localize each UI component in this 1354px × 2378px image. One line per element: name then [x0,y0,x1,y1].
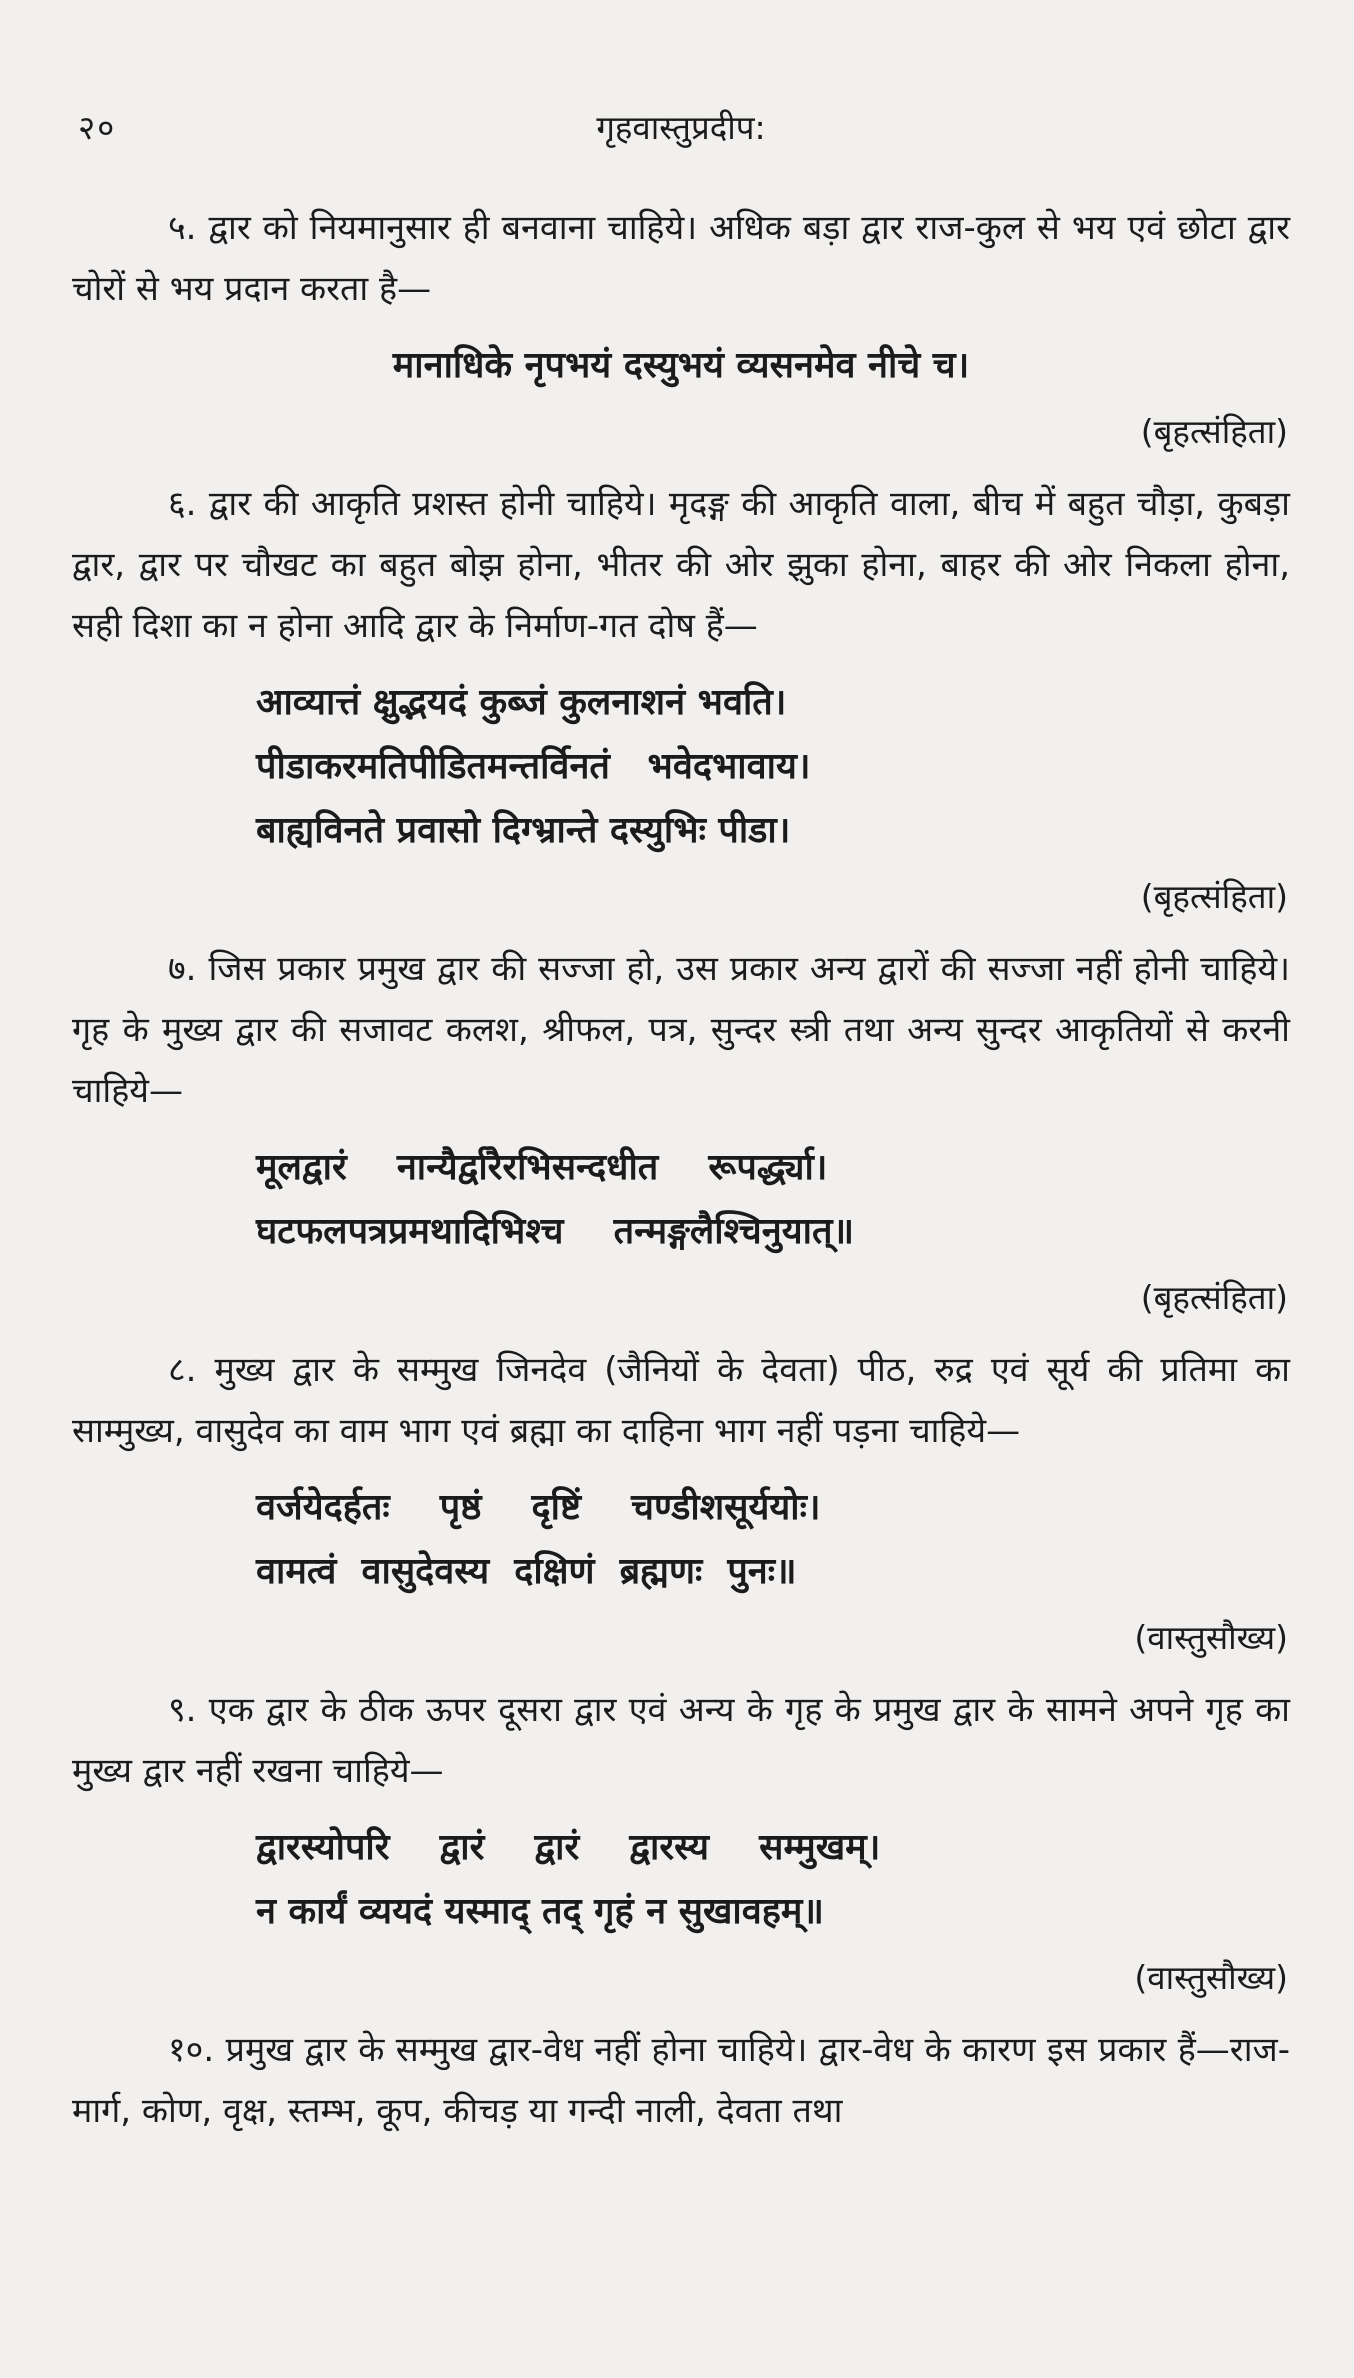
verse-line: पीडाकरमतिपीडितमन्तर्विनतं भवेदभावाय। [256,746,811,787]
paragraph-10: १०. प्रमुख द्वार के सम्मुख द्वार-वेध नहीं होना चाहिये। द्वार-वेध के कारण इस प्रकार हैं—राज-मार्ग, कोण, वृक्ष, स्तम्भ, कूप, कीचड़ या गन्दी नाली, देवता तथा [72,2030,1290,2131]
verse-line: वामत्वं वासुदेवस्य दक्षिणं ब्रह्मणः पुनः॥ [256,1551,797,1592]
verse-source: (बृहत्संहिता) [1140,877,1288,916]
paragraph-7: ७. जिस प्रकार प्रमुख द्वार की सज्जा हो, उस प्रकार अन्य द्वारों की सज्जा नहीं होनी चाहिये। गृह के मुख्य द्वार की सजावट कलश, श्रीफल, पत्र, सुन्दर स्त्री तथा अन्य सुन्दर आकृतियों से करनी चाहिये— [72,949,1290,1111]
page-number: २० [78,108,117,147]
verse-source: (बृहत्संहिता) [1140,1278,1288,1317]
verse-line: आव्यात्तं क्षुद्भयदं कुब्जं कुलनाशनं भवति। [256,682,787,723]
running-title: गृहवास्तुप्रदीप: [596,108,766,147]
verse-line: बाह्यविनते प्रवासो दिग्भ्रान्ते दस्युभिः पीडा। [256,810,791,851]
verse-7 [72,1136,1290,1264]
verse-source: (बृहत्संहिता) [1140,412,1288,451]
verse-source: (वास्तुसौख्य) [1134,1958,1288,1997]
verse-line: न कार्यं व्ययदं यस्माद् तद् गृहं न सुखावहम्॥ [256,1891,824,1932]
verse-line: वर्जयेदर्हतः पृष्ठं दृष्टिं चण्डीशसूर्ययोः। [256,1487,821,1528]
page-header [72,100,1290,160]
paragraph-5: ५. द्वार को नियमानुसार ही बनवाना चाहिये। अधिक बड़ा द्वार राज-कुल से भय एवं छोटा द्वार चोरों से भय प्रदान करता है— [72,208,1290,309]
verse-line: मानाधिके नृपभयं दस्युभयं व्यसनमेव नीचे च। [392,345,970,386]
paragraph-6: ६. द्वार की आकृति प्रशस्त होनी चाहिये। मृदङ्ग की आकृति वाला, बीच में बहुत चौड़ा, कुबड़ा द्वार, द्वार पर चौखट का बहुत बोझ होना, भीतर की ओर झुका होना, बाहर की ओर निकला होना, सही दिशा का न होना आदि द्वार के निर्माण-गत दोष हैं— [72,484,1290,646]
verse-5 [72,334,1290,398]
verse-line: घटफलपत्रप्रमथादिभिश्च तन्मङ्गलैश्चिनुयात्॥ [256,1211,855,1252]
verse-line: मूलद्वारं नान्यैर्द्वारैरभिसन्दधीत रूपर्द्ध्या। [256,1147,828,1188]
verse-line: द्वारस्योपरि द्वारं द्वारं द्वारस्य सम्मुखम्। [256,1827,881,1868]
verse-8 [72,1476,1290,1604]
verse-6 [72,671,1290,863]
verse-source: (वास्तुसौख्य) [1134,1618,1288,1657]
paragraph-9: ९. एक द्वार के ठीक ऊपर दूसरा द्वार एवं अन्य के गृह के प्रमुख द्वार के सामने अपने गृह का मुख्य द्वार नहीं रखना चाहिये— [72,1690,1290,1791]
paragraph-8: ८. मुख्य द्वार के सम्मुख जिनदेव (जैनियों के देवता) पीठ, रुद्र एवं सूर्य की प्रतिमा का साम्मुख्य, वासुदेव का वाम भाग एवं ब्रह्मा का दाहिना भाग नहीं पड़ना चाहिये— [72,1350,1290,1451]
verse-9 [72,1816,1290,1944]
